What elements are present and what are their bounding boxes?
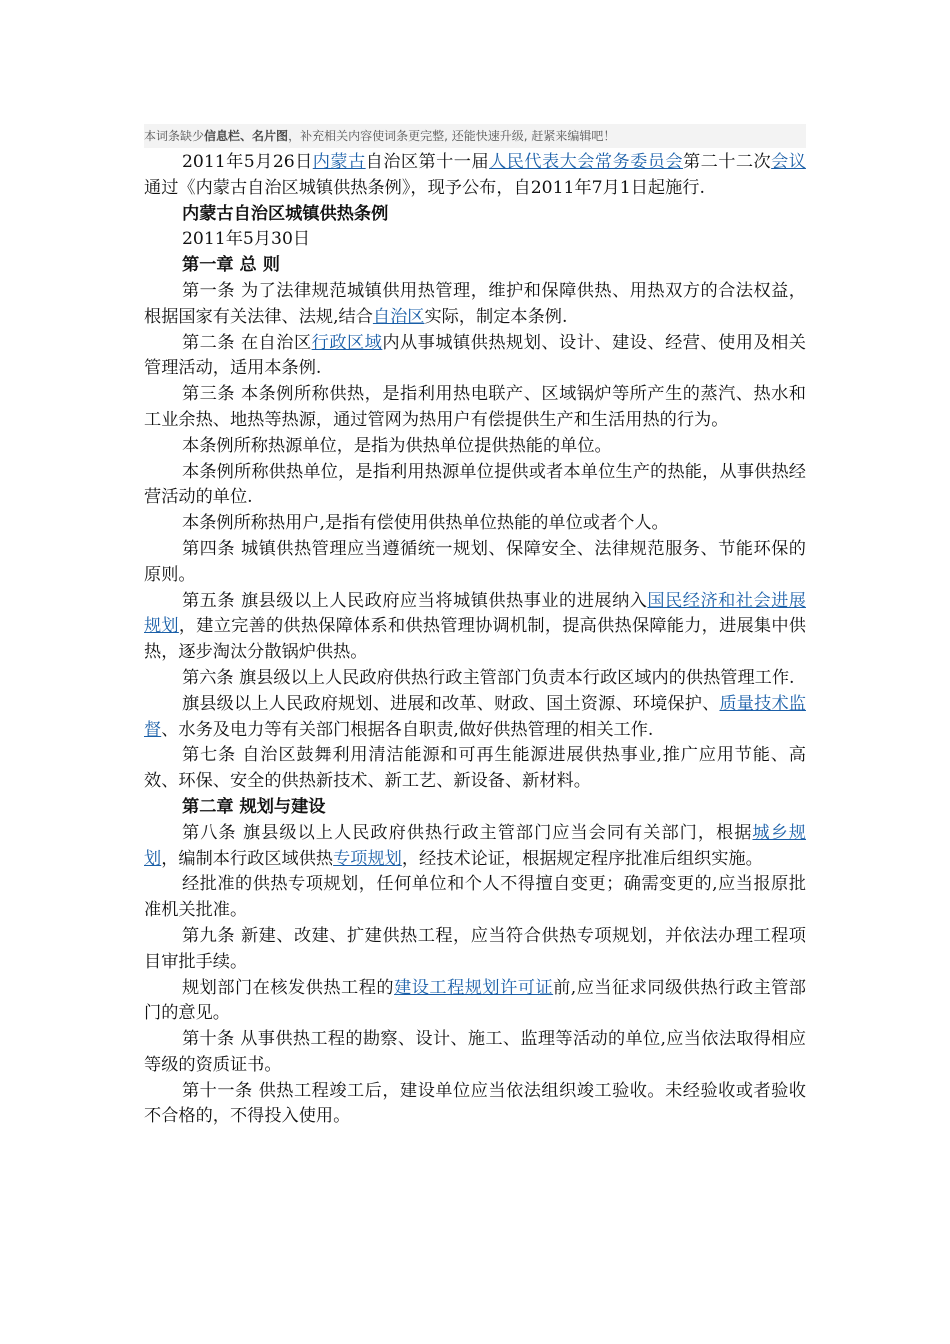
- paragraph-text: 第五条 旗县级以上人民政府应当将城镇供热事业的进展纳入: [182, 590, 648, 611]
- paragraph-text: 内从事城镇供热规划、设计、建设、经营、使用及相关管理活动，适用本条例.: [144, 332, 806, 379]
- edit-notice-banner: [144, 124, 806, 148]
- paragraph-text: ，编制本行政区域供热: [161, 848, 334, 869]
- paragraph: [144, 589, 806, 666]
- paragraph: [144, 227, 806, 253]
- paragraph-text: 实际，制定本条例.: [424, 306, 568, 327]
- paragraph: [144, 1027, 806, 1079]
- paragraph-text: 第二章 规划与建设: [182, 796, 326, 817]
- paragraph-text: ，建立完善的供热保障体系和供热管理协调机制，提高供热保障能力，进展集中供热，逐步淘汰分散锅炉供热。: [144, 616, 806, 663]
- paragraph-text: 第八条 旗县级以上人民政府供热行政主管部门应当会同有关部门，根据: [182, 822, 753, 843]
- paragraph: [144, 511, 806, 537]
- paragraph-text: 通过《内蒙古自治区城镇供热条例》，现予公布，自2011年7月1日起施行.: [144, 177, 705, 198]
- paragraph: [144, 150, 806, 202]
- notice-image-term: 名片图: [252, 129, 289, 143]
- inline-link[interactable]: 专项规划: [333, 848, 402, 869]
- notice-prefix: 本词条缺少: [144, 129, 205, 143]
- paragraph-text: 第二十二次: [682, 152, 772, 172]
- paragraph: [144, 821, 806, 873]
- notice-suffix: ，补充相关内容使词条更完整, 还能快速升级, 赶紧来编辑吧！: [288, 129, 616, 143]
- paragraph: [144, 460, 806, 512]
- paragraph: [144, 872, 806, 924]
- paragraph: [144, 743, 806, 795]
- paragraph-text: 本条例所称供热单位，是指利用热源单位提供或者本单位生产的热能，从事供热经营活动的单位.: [144, 461, 806, 508]
- paragraph-text: 前,应当征求同级供热行政主管部门的意见。: [144, 977, 806, 1024]
- paragraph: [144, 1079, 806, 1131]
- paragraph-text: 第十一条 供热工程竣工后，建设单位应当依法组织竣工验收。未经验收或者验收不合格的，不得投入使用。: [144, 1080, 806, 1127]
- paragraph-text: 第六条 旗县级以上人民政府供热行政主管部门负责本行政区域内的供热管理工作.: [182, 667, 795, 688]
- paragraph-text: ，经技术论证，根据规定程序批准后组织实施。: [401, 848, 763, 869]
- paragraph-text: 本条例所称热用户,是指有偿使用供热单位热能的单位或者个人。: [182, 513, 669, 534]
- paragraph: [144, 924, 806, 976]
- inline-link[interactable]: 城乡规划: [144, 822, 806, 869]
- paragraph-text: 本条例所称热源单位，是指为供热单位提供热能的单位。: [182, 435, 612, 456]
- inline-link[interactable]: 质量技术监督: [144, 693, 806, 740]
- paragraph-text: 第十条 从事供热工程的勘察、设计、施工、监理等活动的单位,应当依法取得相应等级的资质证书。: [144, 1029, 806, 1075]
- paragraph-text: 2011年5月30日: [182, 229, 311, 250]
- paragraph: [144, 692, 806, 744]
- notice-infobox-term: 信息栏: [204, 129, 241, 143]
- section-heading: [144, 202, 806, 228]
- paragraph-text: 2011年5月26日: [182, 152, 313, 172]
- paragraph: [144, 434, 806, 460]
- inline-link[interactable]: 国民经济和社会进展规划: [144, 590, 806, 637]
- paragraph-text: 第二条 在自治区: [182, 332, 312, 353]
- paragraph-text: 规划部门在核发供热工程的: [182, 977, 395, 998]
- paragraph: [144, 382, 806, 434]
- paragraph: [144, 537, 806, 589]
- paragraph-text: 第七条 自治区鼓舞利用清洁能源和可再生能源进展供热事业,推广应用节能、高效、环保、安全的供热新技术、新工艺、新设备、新材料。: [144, 745, 806, 792]
- paragraph-text: 旗县级以上人民政府规划、进展和改革、财政、国土资源、环境保护、: [182, 693, 720, 714]
- notice-separator: 、: [240, 129, 253, 143]
- paragraph: [144, 666, 806, 692]
- inline-link[interactable]: 会议: [771, 152, 806, 172]
- paragraph: [144, 331, 806, 383]
- inline-link[interactable]: 人民代表大会常务委员会: [489, 152, 683, 172]
- paragraph-text: 自治区第十一届: [365, 152, 490, 172]
- paragraph: [144, 279, 806, 331]
- inline-link[interactable]: 行政区域: [311, 332, 383, 353]
- document-body: [144, 150, 806, 1130]
- paragraph-text: 、水务及电力等有关部门根据各自职责,做好供热管理的相关工作.: [161, 719, 654, 740]
- paragraph-text: 第三条 本条例所称供热，是指利用热电联产、区域锅炉等所产生的蒸汽、热水和工业余热、地热等热源，通过管网为热用户有偿提供生产和生活用热的行为。: [144, 384, 806, 430]
- section-heading: [144, 253, 806, 279]
- section-heading: [144, 795, 806, 821]
- paragraph: [144, 976, 806, 1028]
- paragraph-text: 第一章 总 则: [182, 255, 280, 276]
- inline-link[interactable]: 内蒙古: [312, 152, 366, 172]
- paragraph-text: 内蒙古自治区城镇供热条例: [182, 203, 389, 224]
- inline-link[interactable]: 建设工程规划许可证: [394, 977, 554, 998]
- paragraph-text: 第九条 新建、改建、扩建供热工程，应当符合供热专项规划，并依法办理工程项目审批手续。: [144, 925, 806, 972]
- inline-link[interactable]: 自治区: [372, 306, 425, 327]
- paragraph-text: 第一条 为了法律规范城镇供用热管理，维护和保障供热、用热双方的合法权益，根据国家有关法律、法规,结合: [144, 280, 806, 327]
- paragraph-text: 经批准的供热专项规划，任何单位和个人不得擅自变更；确需变更的,应当报原批准机关批准。: [144, 874, 806, 921]
- paragraph-text: 第四条 城镇供热管理应当遵循统一规划、保障安全、法律规范服务、节能环保的原则。: [144, 538, 806, 585]
